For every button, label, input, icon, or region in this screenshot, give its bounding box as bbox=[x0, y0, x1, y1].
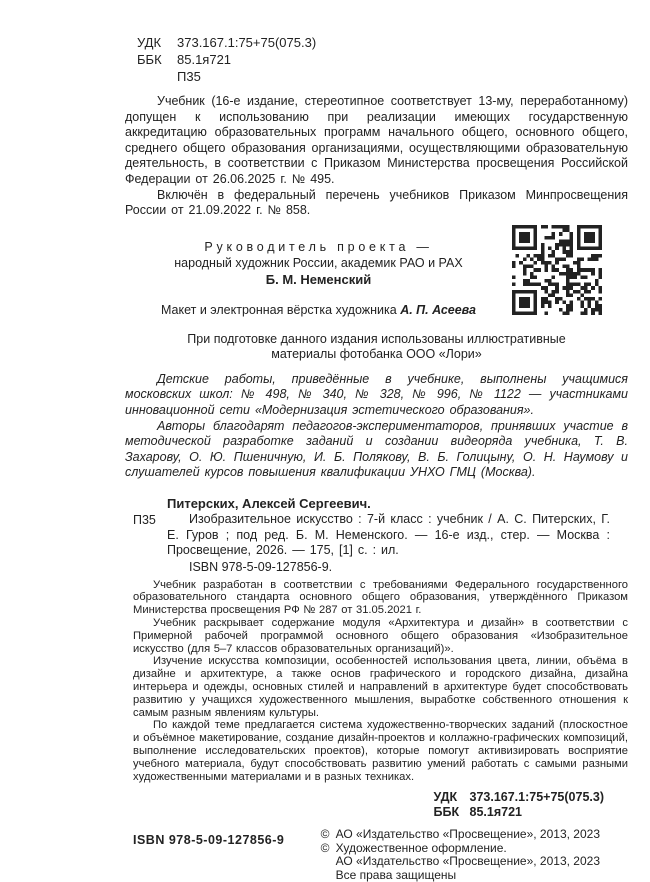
acknowledgements-block bbox=[125, 372, 628, 481]
udk-value: 373.167.1:75+75(075.3) bbox=[177, 35, 317, 50]
annotation-paragraph-1: Учебник разработан в соответствии с требованиями Федерального государственного образовательного стандарта основного общего образования, утверждённого Приказом Министерства просвещения РФ № 287 от 31.05.2021 г. bbox=[133, 578, 628, 617]
bbk-value-bottom: 85.1я721 bbox=[469, 805, 522, 820]
admission-paragraph-2: Включён в федеральный перечень учебников Приказом Минпросвещения России от 21.09.2022 г. № 858. bbox=[125, 187, 628, 218]
copyright-block bbox=[321, 828, 600, 882]
author-sign: П35 bbox=[177, 69, 201, 84]
copyright-line: АО «Издательство «Просвещение», 2013, 2023 bbox=[335, 854, 600, 869]
udk-label: УДК bbox=[137, 35, 162, 50]
bibliographic-codes-top bbox=[137, 34, 628, 85]
author-sign-row bbox=[137, 68, 628, 85]
acknowledgements-paragraph-1: Детские работы, приведённые в учебнике, выполнены учащимися московских школ: № 498, № 340, № 328, № 996, № 1122 — участниками инновационной сети «Модернизация эстетического образования». bbox=[125, 371, 628, 417]
layout-credit-text: Макет и электронная вёрстка художника bbox=[160, 302, 397, 317]
bbk-row-bottom bbox=[434, 805, 605, 820]
bibliographic-codes-bottom bbox=[125, 790, 604, 820]
bbk-value: 85.1я721 bbox=[177, 52, 232, 67]
bbk-row bbox=[137, 51, 628, 68]
acknowledgements-paragraph-2: Авторы благодарят педагогов-экспериментаторов, принявших участие в методической разработке заданий и создании видеоряда учебника, Т. В. Захарову, О. Ю. Пшеничную, И. Б. Полякову, В. Б. Голицыну, О. Н. Наумову и слушателей курсов повышения квалификации УНХО ГМЦ (Москва). bbox=[125, 418, 628, 480]
admission-block bbox=[125, 94, 628, 219]
udk-row bbox=[137, 34, 628, 51]
annotation-block bbox=[133, 579, 628, 784]
copyright-line: Все права защищены bbox=[335, 867, 457, 882]
bbk-label-bottom: ББК bbox=[433, 805, 460, 820]
project-lead-row bbox=[125, 231, 628, 318]
copyright-sign: © bbox=[320, 827, 330, 842]
udk-value-bottom: 373.167.1:75+75(075.3) bbox=[469, 790, 604, 805]
layout-credit-line bbox=[125, 302, 512, 318]
annotation-paragraph-2: Учебник раскрывает содержание модуля «Архитектура и дизайн» в соответствии с Примерной рабочей программой основного общего образования «Изобразительное искусство (для 5–7 классов образовательных организаций)». bbox=[133, 617, 628, 655]
copyright-line: © АО «Издательство «Просвещение», 2013, 2023 bbox=[320, 827, 600, 842]
catalog-card-body bbox=[167, 496, 610, 575]
catalog-card-description: Изобразительное искусство : 7-й класс : учебник / А. С. Питерских, Г. Е. Гуров ; под ред. Б. М. Неменского. — 16-е изд., стер. — Москва : Просвещение, 2026. — 175, [1] с. : ил. bbox=[167, 511, 610, 558]
footer bbox=[125, 828, 628, 882]
copyright-sign: © bbox=[320, 840, 330, 855]
bbk-label: ББК bbox=[137, 52, 162, 67]
photo-credit-line: При подготовке данного издания использованы иллюстративные материалы фотобанка ООО «Лори» bbox=[187, 331, 566, 362]
catalog-card-sign: П35 bbox=[133, 512, 156, 527]
project-lead-heading: Руководитель проекта — bbox=[204, 239, 433, 254]
annotation-paragraph-3: Изучение искусства композиции, особенностей использования цвета, линии, объёма в дизайне и архитектуре, а также основ графического и городского дизайна, дизайна интерьера и одежды, основных стилей и направлений в архитектуре будет способствовать развитию у учащихся художественного мышления, выработке собственного отношения к самым разным явлениям культуры. bbox=[133, 655, 628, 719]
layout-credit-name: А. П. Асеева bbox=[400, 302, 477, 317]
project-lead-block bbox=[125, 231, 512, 318]
catalog-card bbox=[125, 496, 628, 575]
annotation-paragraph-4: По каждой теме предлагается система художественно-творческих заданий (плоскостное и объёмное макетирование, создание дизайн-проектов и коллажно-графических композиций, выполнение исследовательских проектов), которые помогут активизировать восприятие учебного материала, будут способствовать развитию умений работать с самыми разными художественными материалами и в разных техниках. bbox=[133, 719, 628, 783]
footer-isbn: ISBN 978-5-09-127856-9 bbox=[133, 833, 285, 848]
udk-row-bottom bbox=[434, 790, 605, 805]
udk-label-bottom: УДК bbox=[433, 790, 458, 805]
project-lead-name: Б. М. Неменский bbox=[265, 271, 372, 287]
admission-paragraph-1: Учебник (16-е издание, стереотипное соответствует 13-му, переработанному) допущен к использованию при реализации имеющих государственную аккредитацию образовательных программ начального общего, основного общего, среднего общего образования организациями, осуществляющими образовательную деятельность, в соответствии с Приказом Министерства просвещения Российской Федерации от 26.06.2025 г. № 495. bbox=[125, 94, 628, 186]
qr-code-icon bbox=[512, 225, 602, 315]
copyright-line: © Художественное оформление. bbox=[320, 840, 507, 855]
catalog-card-isbn: ISBN 978-5-09-127856-9. bbox=[189, 559, 333, 574]
project-lead-subtitle: народный художник России, академик РАО и РАХ bbox=[174, 255, 463, 270]
catalog-card-author: Питерских, Алексей Сергеевич. bbox=[167, 495, 371, 511]
